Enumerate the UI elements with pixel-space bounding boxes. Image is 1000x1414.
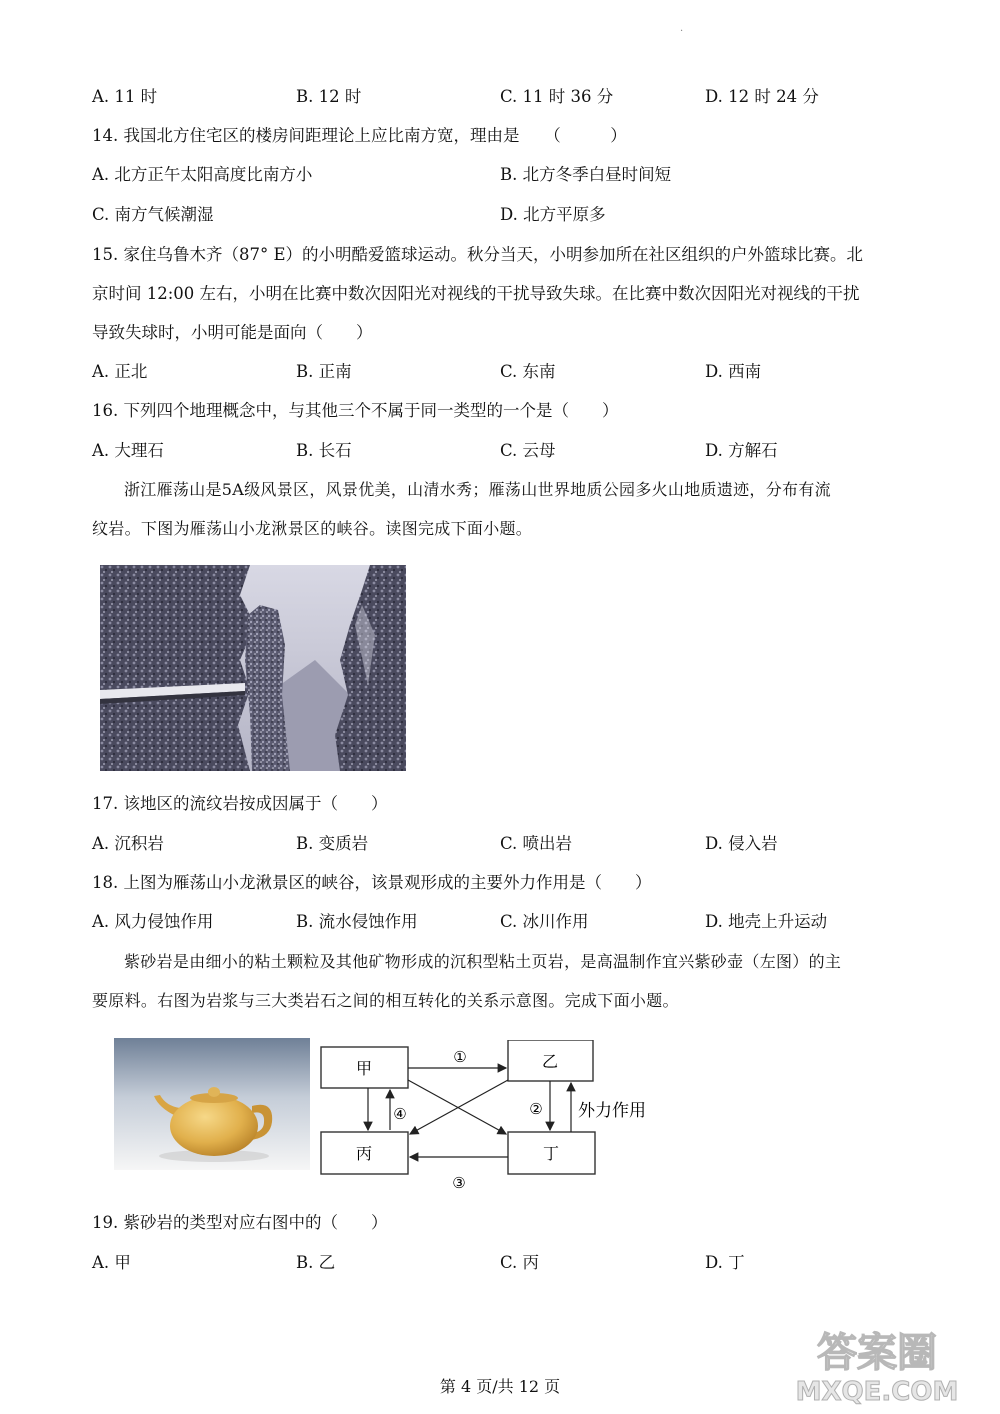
q16-option-a: A. 大理石 — [92, 441, 164, 460]
rock-cycle-diagram — [318, 1040, 658, 1200]
box-yi — [508, 1040, 593, 1081]
svg-text:答案圈: 答案圈 — [817, 1330, 937, 1376]
q13-option-b: B. 12 时 — [296, 87, 362, 106]
q17-option-b: B. 变质岩 — [296, 834, 369, 853]
q18-stem: 18. 上图为雁荡山小龙湫景区的峡谷，该景观形成的主要外力作用是（ ） — [92, 873, 652, 892]
q19-option-a: A. 甲 — [92, 1253, 131, 1272]
q17-option-c: C. 喷出岩 — [500, 834, 573, 853]
gorge-photo — [100, 565, 406, 771]
q16-option-c: C. 云母 — [500, 441, 556, 460]
box-jia — [321, 1047, 408, 1088]
material2-line-2: 要原料。右图为岩浆与三大类岩石之间的相互转化的关系示意图。完成下面小题。 — [92, 991, 679, 1010]
q17-option-d: D. 侵入岩 — [705, 834, 778, 853]
arrow-label-1: ① — [453, 1048, 467, 1066]
q15-option-d: D. 西南 — [705, 362, 762, 381]
box-bing — [321, 1132, 408, 1174]
q18-option-b: B. 流水侵蚀作用 — [296, 912, 418, 931]
q16-option-b: B. 长石 — [296, 441, 352, 460]
scan-dot: · — [680, 26, 684, 37]
q14-option-a: A. 北方正午太阳高度比南方小 — [92, 165, 313, 184]
svg-text:丙: 丙 — [355, 1144, 373, 1163]
material1-line-2: 纹岩。下图为雁荡山小龙湫景区的峡谷。读图完成下面小题。 — [92, 519, 533, 538]
q19-option-c: C. 丙 — [500, 1253, 540, 1272]
q19-option-b: B. 乙 — [296, 1253, 336, 1272]
arrow-label-3: ③ — [452, 1174, 466, 1192]
q13-option-c: C. 11 时 36 分 — [500, 87, 614, 106]
external-force-label: 外力作用 — [578, 1101, 646, 1121]
q17-option-a: A. 沉积岩 — [92, 834, 164, 853]
watermark-logo — [772, 1324, 982, 1406]
q13-option-d: D. 12 时 24 分 — [705, 87, 819, 106]
q14-stem: 14. 我国北方住宅区的楼房间距理论上应比南方宽，理由是 （ ） — [92, 126, 627, 145]
q14-option-d: D. 北方平原多 — [500, 205, 606, 224]
q18-option-d: D. 地壳上升运动 — [705, 912, 828, 931]
q14-option-c: C. 南方气候潮湿 — [92, 205, 214, 224]
material1-line-1: 浙江雁荡山是5A级风景区，风景优美，山清水秀；雁荡山世界地质公园多火山地质遗迹，分布有流 — [124, 480, 831, 499]
q19-stem: 19. 紫砂岩的类型对应右图中的（ ） — [92, 1213, 388, 1232]
q15-stem-line-3: 导致失球时，小明可能是面向（ ） — [92, 323, 373, 342]
page-footer: 第 4 页/共 12 页 — [439, 1377, 561, 1396]
svg-text:丁: 丁 — [542, 1144, 560, 1163]
arrow-label-2: ② — [529, 1100, 543, 1118]
q16-stem: 16. 下列四个地理概念中，与其他三个不属于同一类型的一个是（ ） — [92, 401, 619, 420]
teapot-photo — [114, 1038, 310, 1170]
q19-option-d: D. 丁 — [705, 1253, 745, 1272]
q18-option-c: C. 冰川作用 — [500, 912, 589, 931]
arrow-label-4: ④ — [393, 1105, 407, 1123]
svg-text:MXQE.COM: MXQE.COM — [795, 1377, 959, 1406]
q18-option-a: A. 风力侵蚀作用 — [92, 912, 214, 931]
svg-text:甲: 甲 — [355, 1059, 373, 1078]
q15-option-b: B. 正南 — [296, 362, 352, 381]
svg-text:乙: 乙 — [541, 1052, 559, 1071]
q15-option-c: C. 东南 — [500, 362, 556, 381]
material2-line-1: 紫砂岩是由细小的粘土颗粒及其他矿物形成的沉积型粘土页岩，是高温制作宜兴紫砂壶（左图）的主 — [124, 952, 842, 971]
q16-option-d: D. 方解石 — [705, 441, 778, 460]
box-ding — [508, 1132, 595, 1174]
q13-option-a: A. 11 时 — [92, 87, 158, 106]
q17-stem: 17. 该地区的流纹岩按成因属于（ ） — [92, 794, 388, 813]
q15-option-a: A. 正北 — [92, 362, 148, 381]
q14-option-b: B. 北方冬季白昼时间短 — [500, 165, 672, 184]
q15-stem-line-1: 15. 家住乌鲁木齐（87° E）的小明酷爱篮球运动。秋分当天，小明参加所在社区组织的户外篮球比赛。北 — [92, 245, 864, 264]
q15-stem-line-2: 京时间 12:00 左右，小明在比赛中数次因阳光对视线的干扰导致失球。在比赛中数次因阳光对视线的干扰 — [92, 284, 860, 303]
